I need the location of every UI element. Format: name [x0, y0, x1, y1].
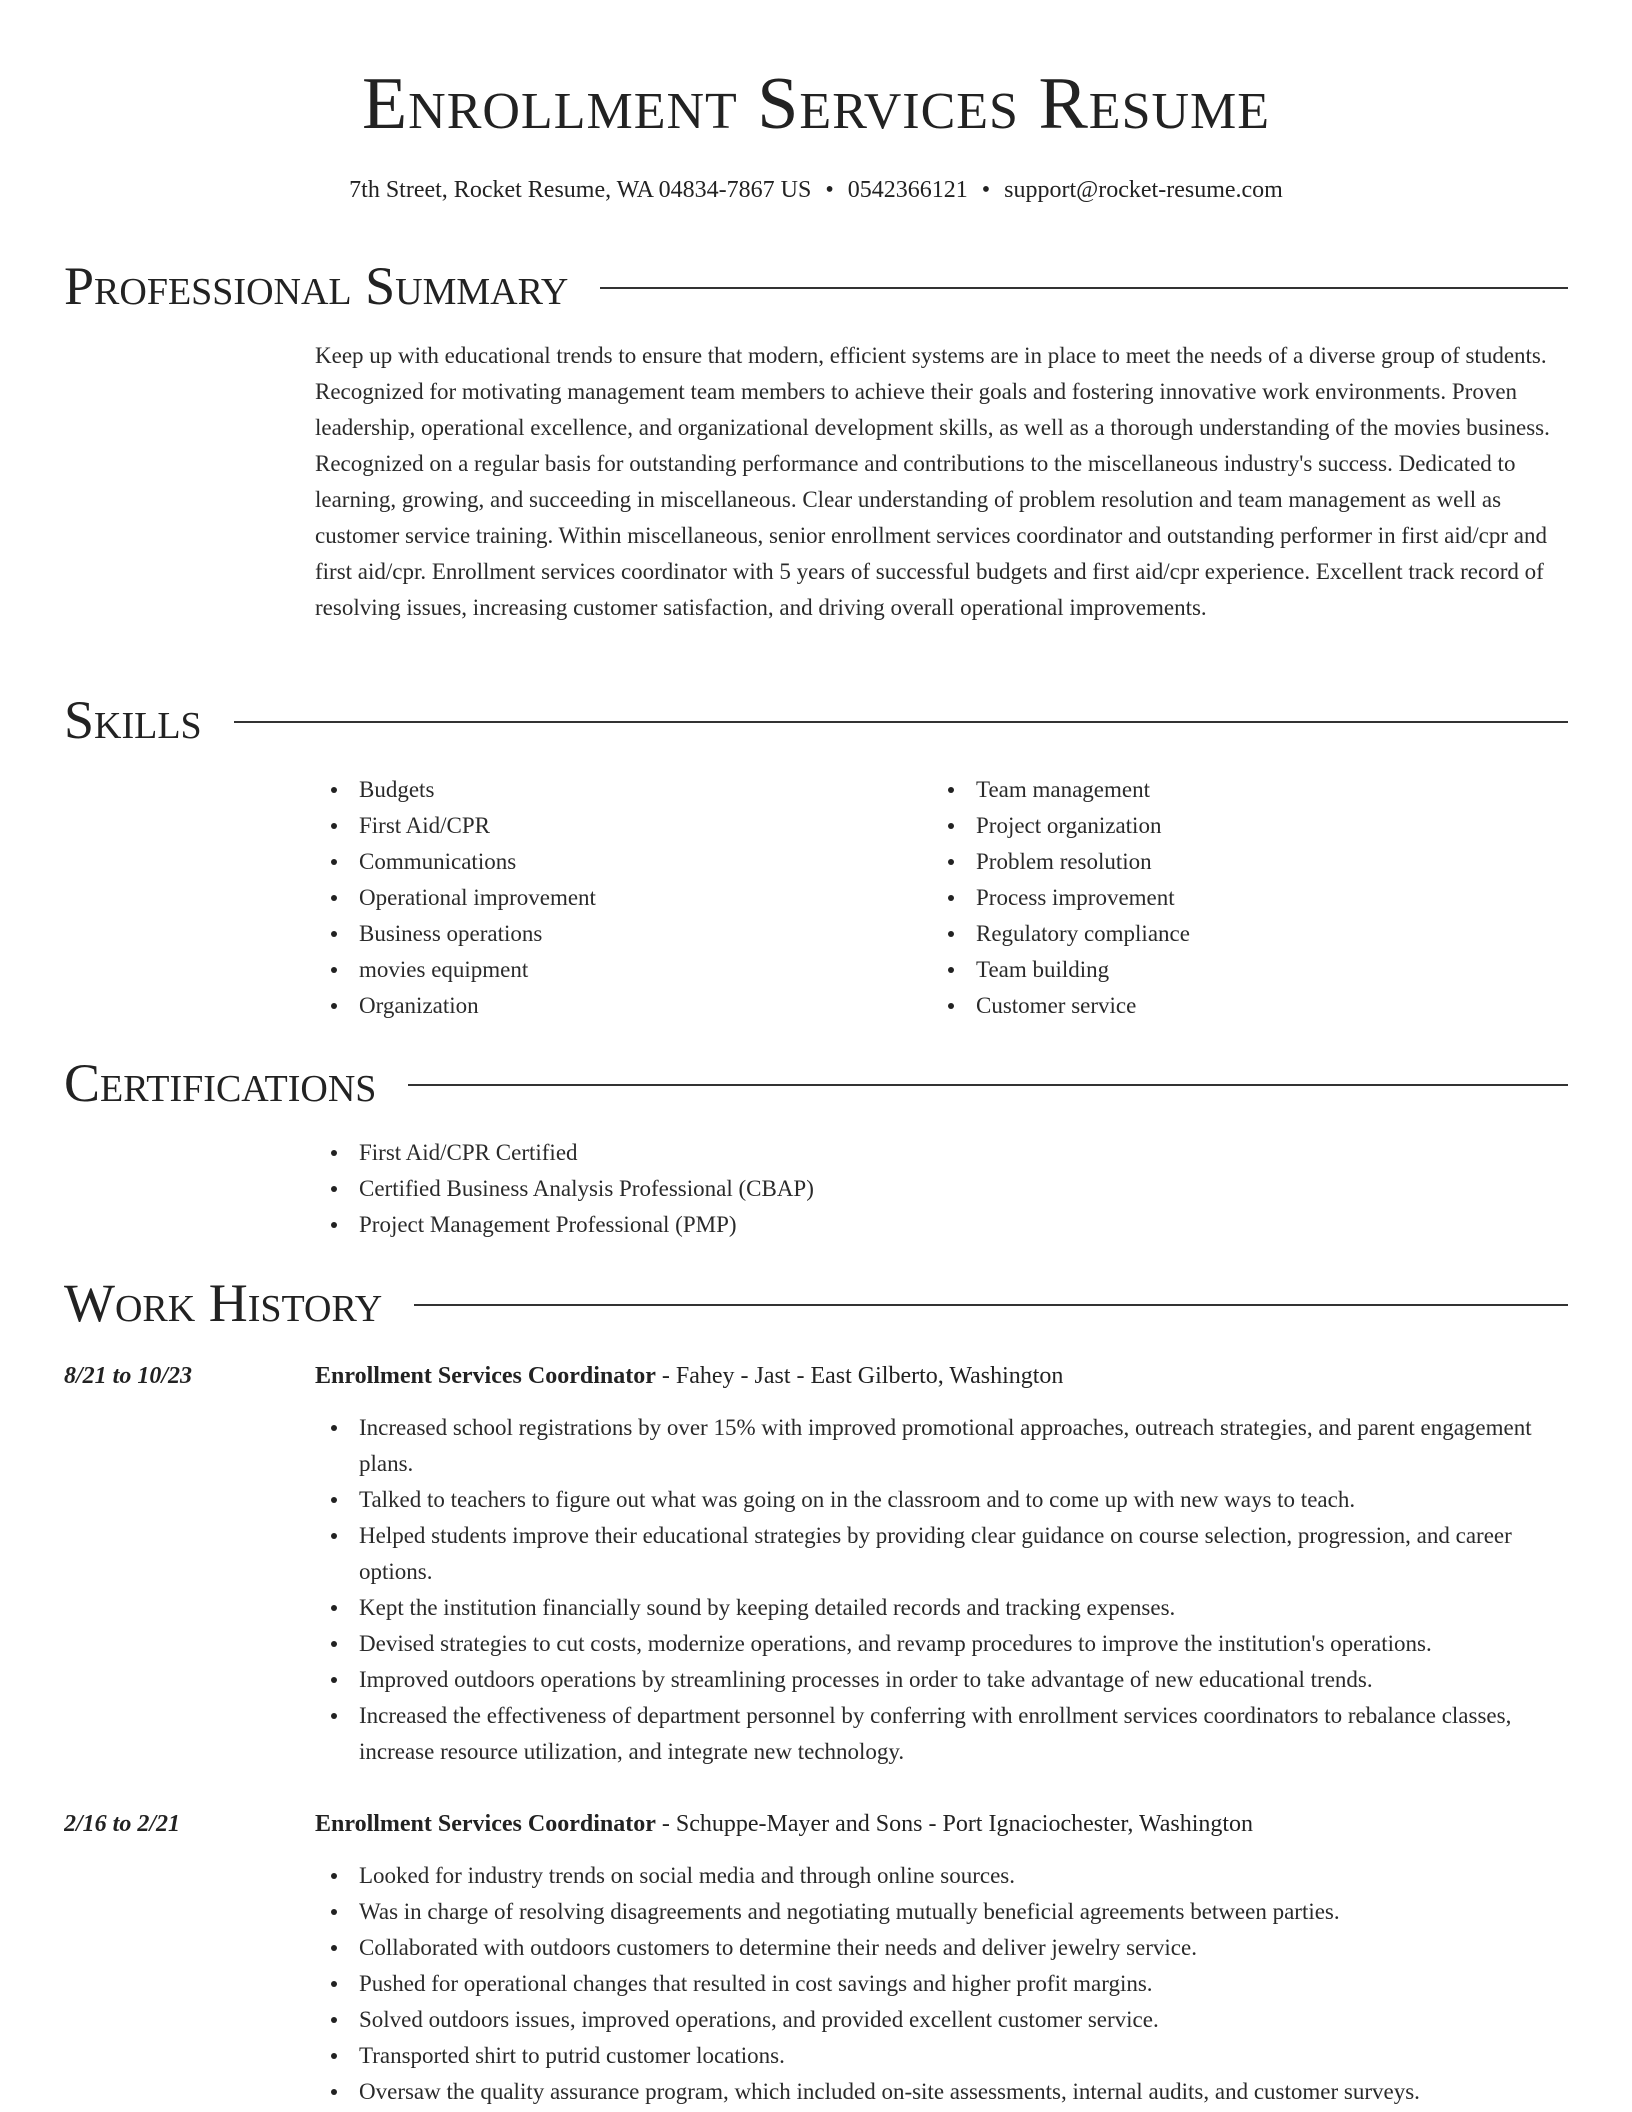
- contact-email: support@rocket-resume.com: [1004, 177, 1283, 203]
- summary-section-title: Professional Summary: [64, 256, 569, 316]
- certifications-section-title: Certifications: [64, 1053, 377, 1113]
- skill-item: Team management: [932, 772, 1532, 808]
- skill-item: Regulatory compliance: [932, 916, 1532, 952]
- section-divider: [234, 721, 1568, 723]
- skill-item: Customer service: [932, 988, 1532, 1024]
- section-divider: [414, 1304, 1568, 1306]
- skill-item: First Aid/CPR: [315, 808, 915, 844]
- certification-item: Project Management Professional (PMP): [315, 1207, 1568, 1243]
- job-bullet: Improved outdoors operations by streamlining processes in order to take advantage of new educational trends.: [315, 1662, 1568, 1698]
- section-divider: [408, 1084, 1568, 1086]
- job-responsibilities: [315, 1858, 1568, 2110]
- job-bullet: Kept the institution financially sound by keeping detailed records and tracking expenses.: [315, 1590, 1568, 1626]
- contact-separator: •: [981, 177, 991, 203]
- resume-page: [64, 0, 1568, 2112]
- job-bullet: Collaborated with outdoors customers to determine their needs and deliver jewelry service.: [315, 1930, 1568, 1966]
- work-history-section-title: Work History: [64, 1273, 383, 1333]
- skill-item: Problem resolution: [932, 844, 1532, 880]
- job-role: Enrollment Services Coordinator: [315, 1363, 656, 1389]
- skill-item: Communications: [315, 844, 915, 880]
- job-bullet: Oversaw the quality assurance program, which included on-site assessments, internal audits, and customer surveys.: [315, 2074, 1568, 2110]
- job-bullet: Increased school registrations by over 15% with improved promotional approaches, outreach strategies, and parent engagement plans.: [315, 1410, 1568, 1482]
- skill-item: Business operations: [315, 916, 915, 952]
- contact-line: [64, 175, 1568, 205]
- contact-separator: •: [825, 177, 834, 203]
- contact-address: 7th Street, Rocket Resume, WA 04834-7867 US: [349, 177, 812, 203]
- certifications-list: [315, 1135, 1568, 1243]
- job-bullet: Looked for industry trends on social media and through online sources.: [315, 1858, 1568, 1894]
- job-bullet: Increased the effectiveness of department personnel by conferring with enrollment services coordinators to rebalance classes, increase resource utilization, and integrate new technology.: [315, 1698, 1568, 1770]
- job-company-location: - Fahey - Jast - East Gilberto, Washington: [655, 1363, 1064, 1389]
- skill-item: Organization: [315, 988, 915, 1024]
- skill-item: Budgets: [315, 772, 915, 808]
- certification-item: Certified Business Analysis Professional (CBAP): [315, 1171, 1568, 1207]
- skill-item: Project organization: [932, 808, 1532, 844]
- certifications-section-header: [64, 1053, 1568, 1113]
- job-bullet: Talked to teachers to figure out what was going on in the classroom and to come up with new ways to teach.: [315, 1482, 1568, 1518]
- skill-item: Process improvement: [932, 880, 1532, 916]
- summary-section-header: [64, 256, 1568, 316]
- skills-list-right: [932, 772, 1532, 1024]
- section-divider: [600, 287, 1568, 289]
- job-heading: [315, 1806, 1568, 1842]
- skills-section-header: [64, 690, 1568, 750]
- job-heading: [315, 1358, 1568, 1394]
- job-bullet: Helped students improve their educational strategies by providing clear guidance on course selection, progression, and career options.: [315, 1518, 1568, 1590]
- job-bullet: Transported shirt to putrid customer locations.: [315, 2038, 1568, 2074]
- skill-item: Team building: [932, 952, 1532, 988]
- job-responsibilities: [315, 1410, 1568, 1770]
- job-bullet: Was in charge of resolving disagreements and negotiating mutually beneficial agreements between parties.: [315, 1894, 1568, 1930]
- resume-name: Enrollment Services Resume: [361, 63, 1271, 145]
- job-role: Enrollment Services Coordinator: [315, 1811, 656, 1837]
- skills-section-title: Skills: [64, 690, 202, 750]
- contact-phone: 0542366121: [847, 177, 968, 203]
- job-bullet: Pushed for operational changes that resulted in cost savings and higher profit margins.: [315, 1966, 1568, 2002]
- job-dates: 2/16 to 2/21: [64, 1811, 181, 1837]
- summary-text: Keep up with educational trends to ensure that modern, efficient systems are in place to meet the needs of a diverse group of students. Recognized for motivating management team members to achieve their goals and fostering innovative work environments. Proven leadership, operational excellence, and organizational development skills, as well as a thorough understanding of the movies business. Recognized on a regular basis for outstanding performance and contributions to the miscellaneous industry's success. Dedicated to learning, growing, and succeeding in miscellaneous. Clear understanding of problem resolution and team management as well as customer service training. Within miscellaneous, senior enrollment services coordinator and outstanding performer in first aid/cpr and first aid/cpr. Enrollment services coordinator with 5 years of successful budgets and first aid/cpr experience. Excellent track record of resolving issues, increasing customer satisfaction, and driving overall operational improvements.: [315, 343, 1550, 620]
- job-company-location: - Schuppe-Mayer and Sons - Port Ignaciochester, Washington: [655, 1811, 1254, 1837]
- skills-list-left: [315, 772, 915, 1024]
- work-history-section-header: [64, 1273, 1568, 1333]
- job-dates: 8/21 to 10/23: [64, 1363, 193, 1389]
- certification-item: First Aid/CPR Certified: [315, 1135, 1568, 1171]
- job-bullet: Solved outdoors issues, improved operations, and provided excellent customer service.: [315, 2002, 1568, 2038]
- job-bullet: Devised strategies to cut costs, modernize operations, and revamp procedures to improve the institution's operations.: [315, 1626, 1568, 1662]
- skill-item: Operational improvement: [315, 880, 915, 916]
- skill-item: movies equipment: [315, 952, 915, 988]
